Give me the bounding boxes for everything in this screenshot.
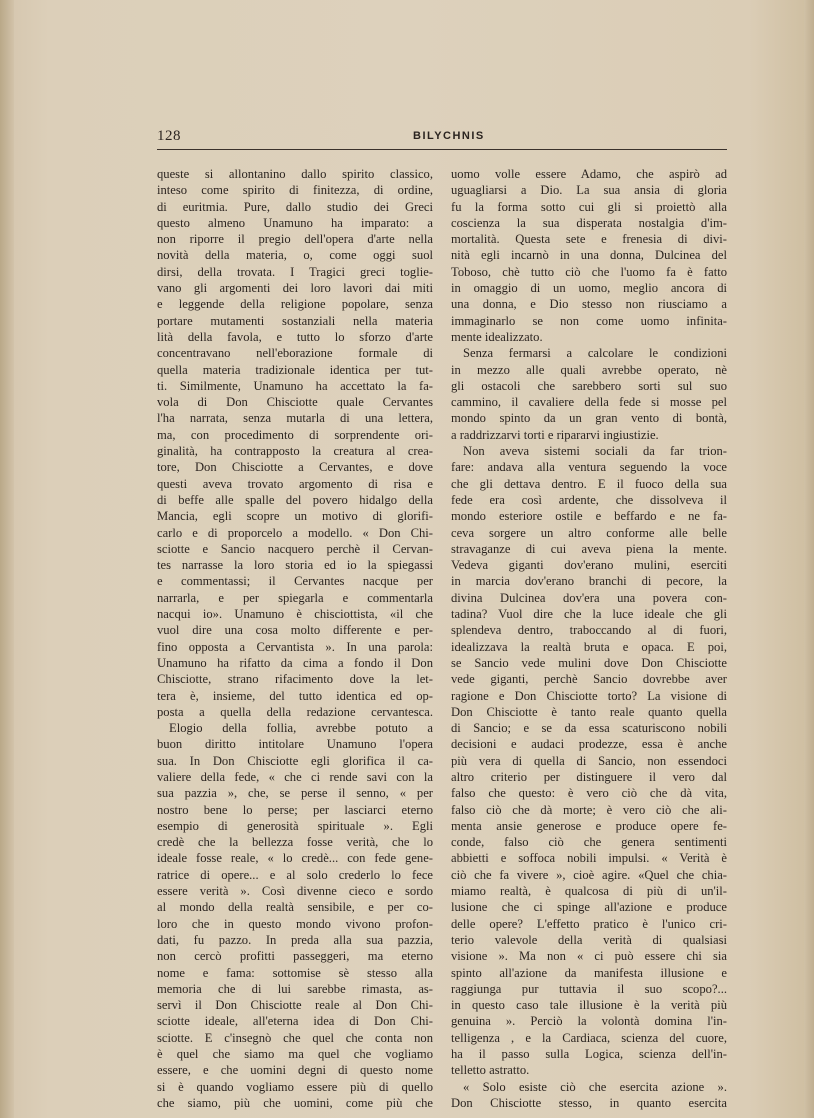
text-line: in omaggio di un uomo, meglio ancora di	[451, 281, 727, 296]
text-line: e leggende della religione popolare, senza	[157, 297, 433, 312]
text-line: nostro bene lo perse; per lasciarci eterno	[157, 802, 433, 817]
text-line: Unamuno ha rifatto da cima a fondo il Don	[157, 655, 433, 670]
text-line: mente idealizzato.	[451, 329, 543, 344]
text-line: immaginarlo se non come uomo infinita-	[451, 313, 727, 328]
text-line: al mondo della realtà sensibile, e per co-	[157, 900, 433, 915]
text-line: vano gli argomenti dei loro lavori dai miti	[157, 281, 433, 296]
text-line: ciò che fa vivere », cioè agire. «Quel che chia-	[451, 867, 727, 882]
text-line: loro che in questo mondo vivono profon-	[157, 916, 433, 931]
text-line: visione ». Ma non « ci può essere chi sia	[451, 949, 727, 964]
text-line: conde, falso ciò che genera sentimenti	[451, 835, 727, 850]
text-line: vede giganti, perchè Sancio dovrebbe aver	[451, 672, 727, 687]
text-line: queste si allontanino dallo spirito classico,	[157, 167, 433, 181]
text-line: ratrice di opere... e al solo crederlo lo fece	[157, 867, 433, 882]
text-line: se Sancio vede mulini dove Don Chisciotte	[451, 655, 727, 670]
text-line: inteso come spirito di finitezza, di ordine,	[157, 183, 433, 198]
text-line: servì il Don Chisciotte reale al Don Chi-	[157, 998, 433, 1013]
text-line: Toboso, chè tutto ciò che l'uomo fa è fatto	[451, 264, 727, 279]
right-text-column	[451, 166, 727, 1111]
text-line: ma, con procedimento di sorprendente ori-	[157, 427, 433, 442]
text-line: novità della materia, o, come oggi suol	[157, 248, 433, 263]
text-line: e commentassi; il Cervantes nacque per	[157, 574, 433, 589]
text-line: non riporre il pregio dell'opera d'arte nella	[157, 232, 433, 247]
page-number: 128	[157, 128, 181, 144]
text-line: lusione che ci spinge all'azione e produce	[451, 900, 727, 915]
page-edge-shadow	[804, 0, 814, 1118]
text-line: raggiunga pur tuttavia il suo scopo?...	[451, 981, 727, 996]
text-line: che siamo, più che uomini, come più che	[157, 1095, 433, 1110]
text-line: in questo caso tale illusione è la verità più	[451, 998, 727, 1013]
text-line: sciotte ideale, all'eterna idea di Don Chi-	[157, 1014, 433, 1029]
text-line: fino opposta a Cervantista ». In una parola:	[157, 639, 433, 654]
text-line: carlo e di proporcelo a modello. « Don Chi-	[157, 525, 433, 540]
text-line: dati, fu pazzo. In preda alla sua pazzia,	[157, 932, 433, 947]
text-line: dirsi, della trovata. I Tragici greci toglie-	[157, 264, 433, 279]
text-line: sua. In Don Chisciotte egli glorifica il ca-	[157, 753, 433, 768]
text-line: portare mutamenti sostanziali nella materia	[157, 313, 433, 328]
text-line: di beffe alle spalle del povero hidalgo della	[157, 492, 433, 507]
text-line: di euritmia. Pure, dallo studio dei Greci	[157, 199, 433, 214]
text-line: uguagliarsi a Dio. La sua ansia di gloria	[451, 183, 727, 198]
text-line: Non aveva sistemi sociali da far trion-	[463, 444, 727, 459]
text-line: che gli dettava dentro. E il fuoco della sua	[451, 476, 727, 491]
text-line: cammino, il cavaliere della fede si mosse pel	[451, 395, 727, 410]
running-title: BILYCHNIS	[413, 130, 485, 142]
text-line: esempio di generosità spirituale ». Egli	[157, 818, 433, 833]
text-line: divina Dulcinea dov'era una povera con-	[451, 590, 727, 605]
header-rule	[157, 149, 727, 150]
text-line: essere verità ». Così divenne cieco e sordo	[157, 884, 433, 899]
text-line: sua pazzia », che, se perse il senno, « per	[157, 786, 433, 801]
text-line: altro criterio per distinguere il vero dal	[451, 769, 727, 784]
text-line: essere, e che uomini degni di questo nome	[157, 1063, 433, 1078]
text-line: si è quando vogliamo essere più di quello	[157, 1079, 433, 1094]
text-line: più vera di quella di Sancio, non essendoci	[451, 753, 727, 768]
text-line: di Sancio; e se da essa scaturiscono nobili	[451, 721, 727, 736]
text-line: abbietti e soffoca nobili impulsi. « Verità è	[451, 851, 727, 866]
text-line: lità della favola, e tutto lo sforzo d'arte	[157, 329, 433, 344]
text-line: gli ostacoli che sarebbero sorti sul suo	[451, 378, 727, 393]
text-line: sciotte. E c'insegnò che quel che conta non	[157, 1030, 433, 1045]
text-line: mondo esteriore ostile e beffardo e ne fa-	[451, 509, 727, 524]
text-line: posta a quella della redazione cervantesca.	[157, 704, 433, 719]
text-line: credè che la bellezza fosse verità, che lo	[157, 835, 433, 850]
text-line: stravaganze di cui aveva piena la mente.	[451, 541, 727, 556]
text-line: mondo spinto da un gran vento di bontà,	[451, 411, 727, 426]
text-line: narrarla, e per spiegarla e commentarla	[157, 590, 433, 605]
text-line: tes narrasse la loro storia ed io la spiegassi	[157, 558, 433, 573]
text-line: Elogio della follia, avrebbe potuto a	[169, 721, 433, 736]
text-line: valiere della fede, « che ci rende savi con la	[157, 769, 433, 784]
text-line: mortalità. Questa sete e frenesia di divi-	[451, 232, 727, 247]
text-line: tore, Don Chisciotte a Cervantes, e dove	[157, 460, 433, 475]
text-line: quella materia tradizionale identica per tut-	[157, 362, 433, 377]
text-line: « Solo esiste ciò che esercita azione ».	[463, 1079, 727, 1094]
text-line: sciotte e Sancio nacquero perchè il Cervan-	[157, 541, 433, 556]
text-line: decisioni e audaci prodezze, essa è anche	[451, 737, 727, 752]
text-line: telletto astratto.	[451, 1063, 530, 1078]
text-line: telligenza , e la Cardiaca, scienza del cuore,	[451, 1030, 727, 1045]
text-line: buon diritto intitolare Unamuno l'opera	[157, 737, 433, 752]
text-line: fu la forma sotto cui gli si proiettò alla	[451, 199, 727, 214]
text-line: spinto all'azione da manifesta illusione e	[451, 965, 727, 980]
text-line: Chisciotte, strano rifacimento dove la let-	[157, 672, 433, 687]
text-line: tadina? Vuol dire che la luce ideale che gli	[451, 607, 727, 622]
text-line: terio valevole della verità di qualsiasi	[451, 932, 727, 947]
page-gutter-shadow	[0, 0, 14, 1118]
text-line: fare: andava alla ventura seguendo la voce	[451, 460, 727, 475]
text-line: questi aveva trovato argomento di risa e	[157, 476, 433, 491]
text-line: uomo volle essere Adamo, che aspirò ad	[451, 167, 727, 181]
left-text-column	[157, 166, 433, 1111]
text-line: ideale fosse reale, « lo credè... con fede gene-	[157, 851, 433, 866]
text-line: menta ansie generose e produce opere fe-	[451, 818, 727, 833]
text-line: Mancia, egli scopre un motivo di glorifi-	[157, 509, 433, 524]
text-line: in mezzo alle quali avrebbe operato, nè	[451, 362, 727, 377]
text-line: vuol dire una cosa molto differente e per-	[157, 623, 433, 638]
text-line: memoria che di lui sarebbe rimasta, as-	[157, 981, 433, 996]
text-line: delle opere? L'effetto pratico è l'unico cri-	[451, 916, 727, 931]
text-line: Don Chisciotte stesso, in quanto esercita	[451, 1095, 727, 1110]
text-line: falso che questo: è vero ciò che dà vita,	[451, 786, 727, 801]
text-line: fede era così ardente, che dissolveva il	[451, 492, 727, 507]
text-line: in marcia dov'erano branchi di pecore, la	[451, 574, 727, 589]
text-line: miamo realtà, è qualcosa di più di un'il-	[451, 884, 727, 899]
text-line: una donna, e Dio stesso non riusciamo a	[451, 297, 727, 312]
text-line: Vedeva giganti dov'erano mulini, eserciti	[451, 558, 727, 573]
text-line: l'ha narrata, senza mutarla di una lettera,	[157, 411, 433, 426]
text-line: falso ciò che dà morte; è vero ciò che ali-	[451, 802, 727, 817]
text-line: coscienza la sua disperata nostalgia d'im-	[451, 215, 727, 230]
text-line: nità egli incarnò in una donna, Dulcinea del	[451, 248, 727, 263]
text-line: a raddrizzarvi torti e ripararvi ingiustizie.	[451, 427, 659, 442]
text-line: è quel che siamo ma quel che vogliamo	[157, 1047, 433, 1062]
text-line: nome e fama: sottomise sè stesso alla	[157, 965, 433, 980]
text-line: splendeva dentro, traboccando al di fuori,	[451, 623, 727, 638]
text-line: Don Chisciotte è tanto reale quanto quella	[451, 704, 727, 719]
text-line: ha il passo sulla Logica, scienza dell'in-	[451, 1047, 727, 1062]
text-line: tera è, insieme, del tutto identica ed op-	[157, 688, 433, 703]
text-line: idealizzava la realtà bruta e opaca. E poi,	[451, 639, 727, 654]
text-line: nacqui io». Unamuno è chisciottista, «il che	[157, 607, 433, 622]
text-line: genuina ». Perciò la volontà domina l'in-	[451, 1014, 727, 1029]
text-line: vola di Don Chisciotte quale Cervantes	[157, 395, 433, 410]
text-line: concentravano nell'eborazione formale di	[157, 346, 433, 361]
text-line: questo almeno Unamuno ha imparato: a	[157, 215, 433, 230]
text-line: ragione e Don Chisciotte torto? La visione di	[451, 688, 727, 703]
text-line: ti. Similmente, Unamuno ha accettato la fa-	[157, 378, 433, 393]
text-line: ceva sorgere un altro conforme alle belle	[451, 525, 727, 540]
text-line: ginalità, ha contrapposto la creatura al crea-	[157, 444, 433, 459]
text-line: non cercò profitti passeggeri, ma eterno	[157, 949, 433, 964]
text-line: Senza fermarsi a calcolare le condizioni	[463, 346, 727, 361]
